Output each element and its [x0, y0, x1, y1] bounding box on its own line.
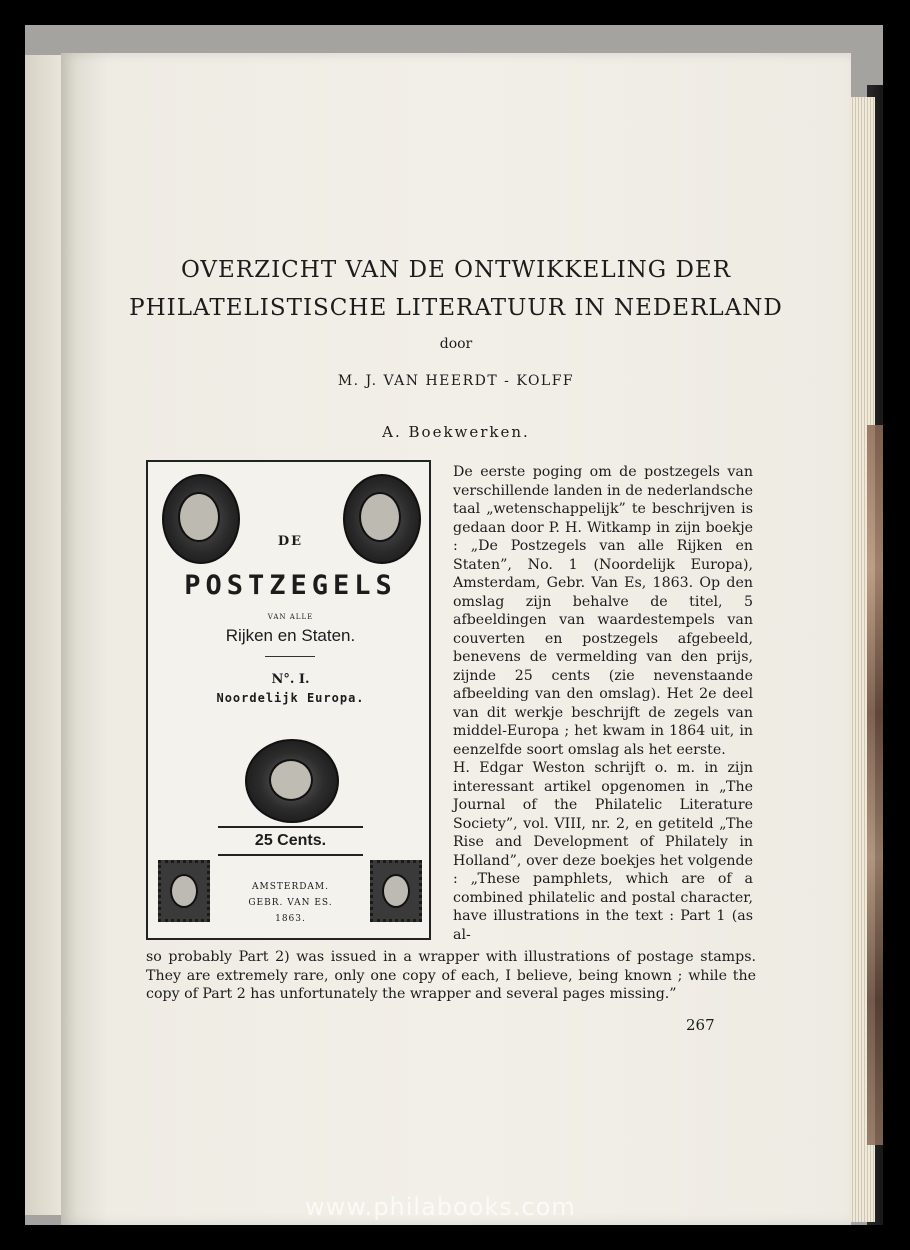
paragraph: De eerste poging om de postzegels van verschillende landen in de nederlandsche taal „wetenschappelijk” te beschrijven is gedaan door P. H. Witkamp in zijn boekje : „De Postzegels van alle Rijken en Staten”, No. 1 (Noordelijk Europa), Amsterdam, Gebr. Van Es, 1863. Op den omslag zijn behalve de titel, 5 afbeeldingen van waardestempels van couverten en postzegels afgebeeld, benevens de vermelding van den prijs, zijnde 25 cents (zie nevenstaande afbeelding van den omslag). Het 2e deel van dit werkje beschrijft de zegels van middel-Europa ; het kwam in 1864 uit, in eenzelfde soort omslag als het eerste.: [453, 464, 753, 758]
cover-number: N°. I.: [271, 672, 310, 687]
book-page: [61, 53, 851, 1225]
oval-stamp-right: [343, 474, 421, 564]
marbled-edge: [867, 425, 883, 1145]
previous-page-edge: [25, 55, 65, 1215]
cover-region: Noordelijk Europa.: [216, 691, 365, 705]
cover-van-alle: VAN ALLE: [267, 613, 314, 621]
paragraph: H. Edgar Weston schrijft o. m. in zijn interessant artikel opgenomen in „The Journal of the Philatelic Literature Society”, vol. VIII, nr. 2, en getiteld „The Rise and Development of Philately in Holland”, over deze boekjes het volgende : „These pamphlets, which are of a combined philatelic and postal character, have illustrations in the text : Part 1 (as al-: [453, 760, 753, 943]
book-photo: [25, 25, 883, 1225]
cover-city: AMSTERDAM.: [251, 882, 330, 892]
cover-publisher: GEBR. VAN ES.: [248, 898, 333, 908]
cover-postzegels: POSTZEGELS: [184, 570, 397, 601]
cover-divider: [265, 656, 315, 657]
watermark: www.philabooks.com: [305, 1193, 576, 1221]
cover-de: DE: [277, 534, 304, 549]
booklet-cover-illustration: [146, 460, 431, 940]
page-number: 267: [686, 1016, 715, 1034]
center-stamp: [245, 739, 339, 823]
section-heading: A. Boekwerken.: [382, 423, 530, 441]
square-stamp-left: [158, 860, 210, 922]
article-title-line-1: OVERZICHT VAN DE ONTWIKKELING DER: [180, 257, 732, 283]
paragraph-continued: so probably Part 2) was issued in a wrapper with illustrations of postage stamps. They are extremely rare, only one copy of each, I believe, being known ; while the copy of Part 2 has unfortunately the wrapper and several pages missing.”: [146, 949, 756, 1002]
cover-price: 25 Cents.: [218, 826, 363, 856]
author-name: M. J. VAN HEERDT - KOLFF: [337, 373, 575, 389]
cover-year: 1863.: [275, 914, 306, 924]
byline: door: [439, 336, 473, 352]
body-column: [453, 463, 753, 944]
oval-stamp-left: [162, 474, 240, 564]
article-title-line-2: PHILATELISTISCHE LITERATUUR IN NEDERLAND: [129, 295, 783, 321]
cover-rijken: Rijken en Staten.: [225, 626, 356, 645]
square-stamp-right: [370, 860, 422, 922]
